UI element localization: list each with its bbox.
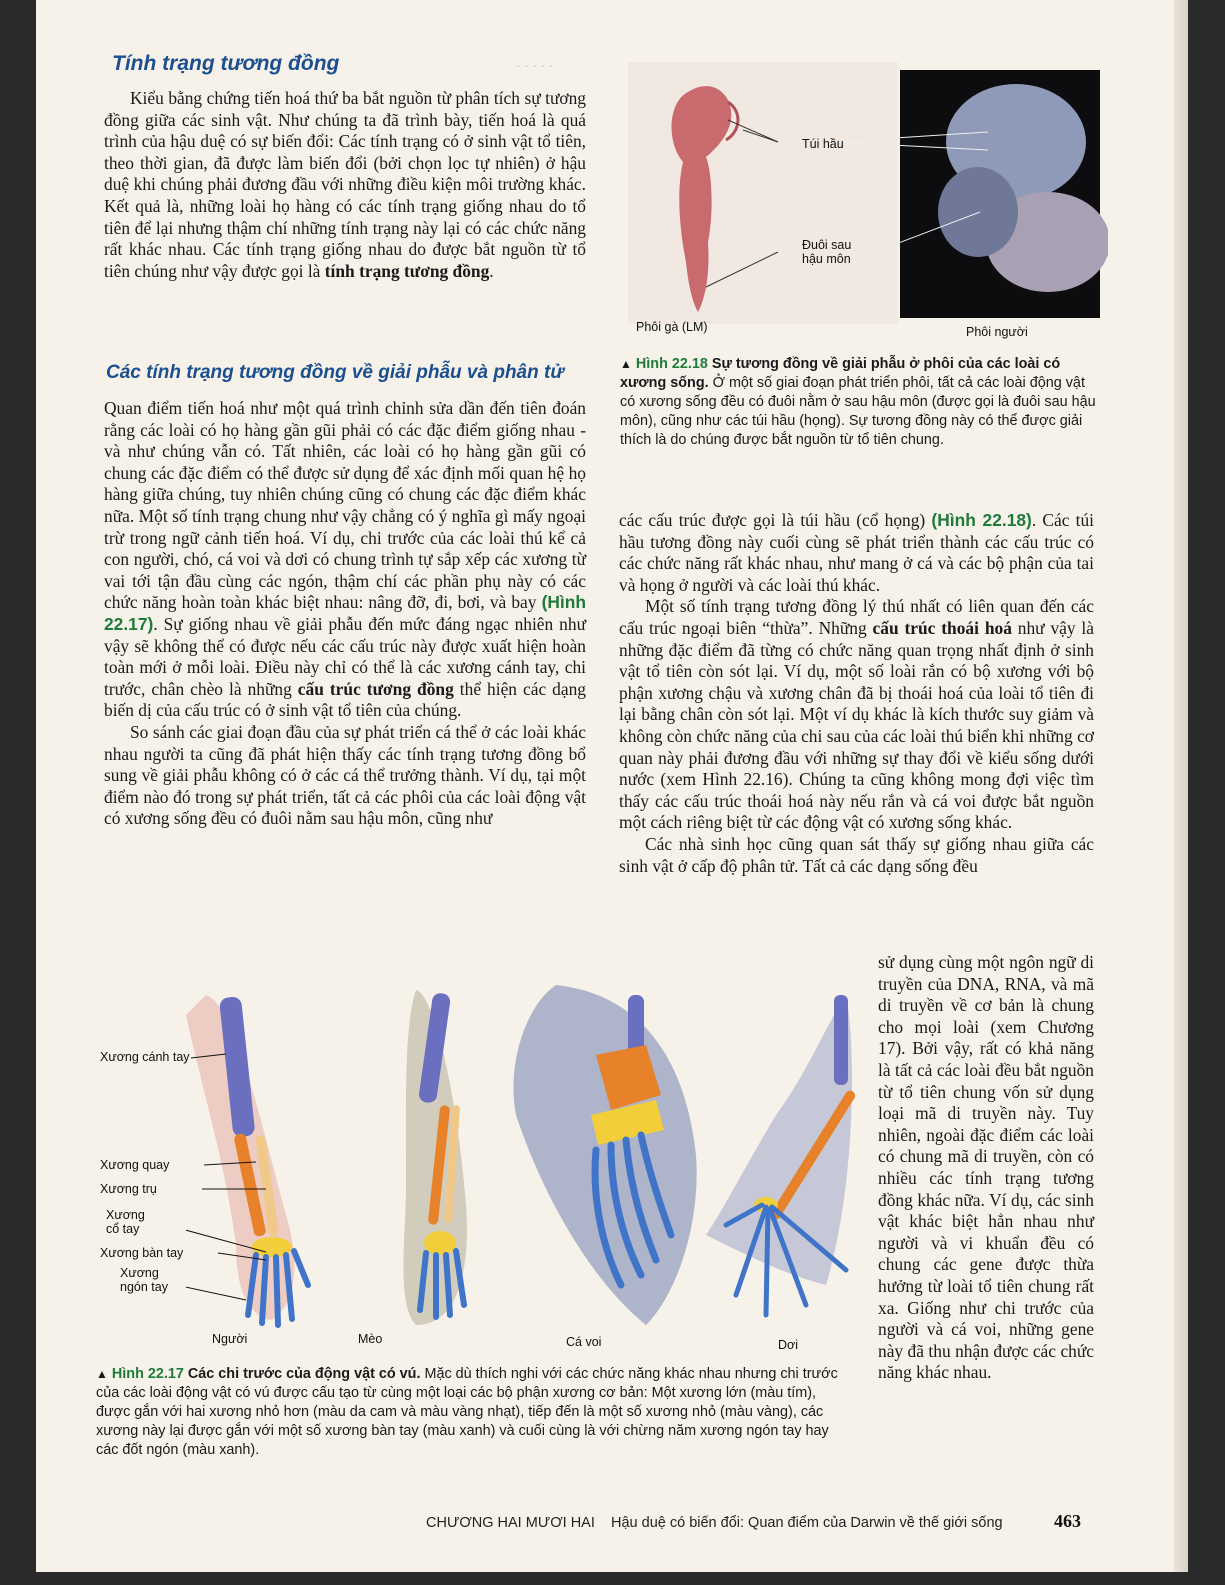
paragraph-5: Một số tính trạng tương đồng lý thú nhất có liên quan đến các cấu trúc ngoại biên “thừa”. Những cấu trúc thoái hoá như vậy là những đặc điểm đã từng có chức năng quan trọng nhất định ở sinh vật tổ tiên còn sót lại. Ví dụ, một số loài rắn có bộ xương với bộ phận xương chậu và xương chân đã bị thoái hoá của loài tổ tiên đi lại bằng chân còn sót lại. Một ví dụ khác là kích thước suy giảm và không còn chức năng của chi sau của các loài thú biển khi những cơ quan này phải đương đầu với những sự thay đổi về kiểu sống dưới nước (xem Hình 22.16). Chúng ta cũng không mong đợi việc tìm thấy các cấu trúc thoái hoá này nếu rắn và cá voi được bắt nguồn một cách riêng biệt từ các động vật có xương sống khác. (619, 596, 1094, 833)
caption-title: Các chi trước của động vật có vú. (187, 1366, 421, 1382)
label-leader-lines (186, 1050, 296, 1310)
left-column-para1 (104, 88, 586, 282)
label-pharyngeal-pouches: Túi hầu (802, 137, 844, 151)
paragraph-6: Các nhà sinh học cũng quan sát thấy sự giống nhau giữa các sinh vật ở cấp độ phân tử. Tất cả các dạng sống đều (619, 833, 1094, 876)
label-ulna: Xương trụ (100, 1182, 157, 1196)
label-carpals: Xương cổ tay (106, 1208, 145, 1236)
whale-flipper-silhouette (513, 985, 696, 1325)
bold-term: cấu trúc tương đồng (297, 678, 454, 699)
cat-carpals (424, 1231, 456, 1255)
label-metacarpals: Xương bàn tay (100, 1246, 184, 1260)
page-footer (426, 1515, 1003, 1531)
bold-term: tính trạng tương đồng (324, 260, 490, 281)
human-embryo-pouches (938, 167, 1018, 257)
paragraph-3: So sánh các giai đoạn đầu của sự phát triển cá thể ở các loài khác nhau người ta cũng đã phát hiện thấy các tính trạng tương đồng bổ sung về giải phẫu không có ở các cá thể trưởng thành. Ví dụ, tại một điểm nào đó trong sự phát triển, tất cả các phôi của các loài động vật có xương sống đều có đuôi nằm sau hậu môn, cũng như (104, 721, 586, 829)
caption-fignum: Hình 22.18 (635, 356, 708, 372)
label-phalanges: Xương ngón tay (120, 1266, 168, 1294)
figure-reference: (Hình 22.17) (104, 592, 586, 634)
section-heading-anatomical: Các tính trạng tương đồng về giải phẫu và phân tử (106, 362, 564, 383)
label-cat: Mèo (358, 1332, 383, 1346)
label-radius: Xương quay (100, 1158, 170, 1172)
section-heading-homology: Tính trạng tương đồng (112, 52, 340, 75)
paragraph-1: Kiểu bằng chứng tiến hoá thứ ba bắt nguồn từ phân tích sự tương đồng giữa các sinh vật. Như chúng ta đã trình bày, tiến hoá là quá trình của hậu duệ có sự biến đổi: Các tính trạng có ở sinh vật tổ tiên, theo thời gian, đã được làm biến đổi (bởi chọn lọc tự nhiên) ở hậu duệ khi chúng phải đương đầu với những điều kiện môi trường khác. Kết quả là, những loài họ hàng có các tính trạng giống nhau do tổ tiên để lại nhưng thậm chí những tính trạng này lại có các chức năng rất khác nhau. Các tính trạng giống nhau do được bắt nguồn từ tổ tiên chúng như vậy được gọi là tính trạng tương đồng. (104, 88, 586, 281)
caption-triangle-icon: ▲ (96, 1367, 108, 1381)
bat-wing-membrane (706, 995, 852, 1285)
bat-humerus (834, 995, 848, 1085)
figure-reference: (Hình 22.18) (931, 510, 1032, 530)
label-bat: Dơi (778, 1338, 799, 1352)
right-column-main (619, 510, 1094, 877)
bleed-through: · · · · · (516, 60, 554, 75)
figure-22-17-caption (96, 1365, 841, 1460)
label-human: Người (212, 1332, 248, 1346)
scan-edge (1174, 0, 1188, 1572)
right-column-narrow (878, 952, 1094, 1384)
footer-chapter: CHƯƠNG HAI MƯƠI HAI (426, 1515, 595, 1531)
page-number: 463 (1054, 1511, 1081, 1531)
textbook-page (36, 0, 1188, 1572)
bold-term: cấu trúc thoái hoá (872, 617, 1012, 638)
label-whale: Cá voi (566, 1335, 602, 1349)
figure-22-18-embryos (628, 62, 1108, 324)
label-post-anal-tail: Đuôi sau hậu môn (802, 238, 852, 266)
footer-title: Hậu duệ có biến đổi: Quan điểm của Darwin về thế giới sống (611, 1515, 1003, 1531)
caption-text: Ở một số giai đoạn phát triển phôi, tất cả các loài động vật có xương sống đều có đuôi nằm ở sau hậu môn (được gọi là đuôi sau hậu môn), cũng như các túi hầu (họng). Sự tương đồng này có thể được giải thích là do chúng được bắt nguồn từ tổ tiên chung. (620, 375, 1096, 448)
paragraph-4: các cấu trúc được gọi là túi hầu (cổ họng) (Hình 22.18). Các túi hầu tương đồng này cuối cùng sẽ phát triển thành các cấu trúc có các chức năng rất khác nhau, như mang ở cá và các bộ phận của tai và họng ở người và các loài thú khác. (619, 510, 1094, 595)
left-column-para2 (104, 398, 586, 830)
paragraph-7: sử dụng cùng một ngôn ngữ di truyền của DNA, RNA, và mã di truyền về cơ bản là chung cho mọi loài (xem Chương 17). Bởi vậy, rất có khả năng là tất cả các loài đều bắt nguồn từ tổ tiên chung vốn sử dụng loại mã di truyền này. Tuy nhiên, ngoài đặc điểm các loài có chung mã di truyền, còn có nhiều các tính trạng tương đồng khác nữa. Ví dụ, các sinh vật khác biệt hẳn nhau như người và vi khuẩn đều có chung các gene được thừa hưởng từ loài tổ tiên chung rất xa. Giống như chi trước của người và cá voi, những gene này đã thu nhận được các chức năng khác nhau. (878, 952, 1094, 1383)
caption-text: Mặc dù thích nghi với các chức năng khác nhau nhưng chi trước của các loài động vật có vú được cấu tạo từ cùng một loại các bộ phận xương cơ bản: Một xương lớn (màu tím), được gắn với hai xương nhỏ hơn (màu da cam và màu vàng nhạt), tiếp đến là một số xương nhỏ (màu vàng), các xương này lại được gắn với một số xương bàn tay (màu xanh) và cuối cùng là với chừng năm xương ngón tay hay các đốt ngón (màu xanh). (96, 1366, 838, 1458)
label-humerus: Xương cánh tay (100, 1050, 190, 1064)
figure-22-18-caption (620, 355, 1100, 450)
caption-fignum: Hình 22.17 (111, 1366, 184, 1382)
caption-title: Sự tương đồng về giải phẫu ở phôi của các loài có xương sống. (620, 356, 1061, 391)
caption-triangle-icon: ▲ (620, 357, 632, 371)
label-chick-embryo: Phôi gà (LM) (636, 320, 708, 334)
paragraph-2: Quan điểm tiến hoá như một quá trình chỉnh sửa dần đến tiên đoán rằng các loài có họ hàng gần gũi phải có các đặc điểm giống nhau - và như chúng vẫn có. Tất nhiên, các loài có họ hàng gần gũi có chung các đặc điểm có thể được sử dụng để xác định mối quan hệ họ hàng giữa chúng, tuy nhiên chúng cũng có chung các đặc điểm khác nữa. Một số tính trạng chung như vậy chẳng có ý nghĩa gì mấy ngoại trừ trong ngữ cảnh tiến hoá. Ví dụ, chi trước của các loài thú kể cả con người, chó, cá voi và dơi có chung trình tự sắp xếp các xương từ vai tới tận đầu cùng các ngón, thậm chí các phần phụ này có các chức năng hoàn toàn khác biệt nhau: nâng đỡ, đi, bơi, và bay (Hình 22.17). Sự giống nhau về giải phẫu đến mức đáng ngạc nhiên như vậy sẽ không thể có được nếu các cấu trúc này được xuất hiện hoàn toàn mới ở mỗi loài. Điều này chỉ có thể là các xương cánh tay, chi trước, chân chèo là những cấu trúc tương đồng thể hiện các dạng biến dị của cấu trúc có ở sinh vật tổ tiên của chúng. (104, 398, 586, 721)
chick-embryo-photo (628, 62, 898, 324)
label-human-embryo: Phôi người (966, 325, 1028, 339)
